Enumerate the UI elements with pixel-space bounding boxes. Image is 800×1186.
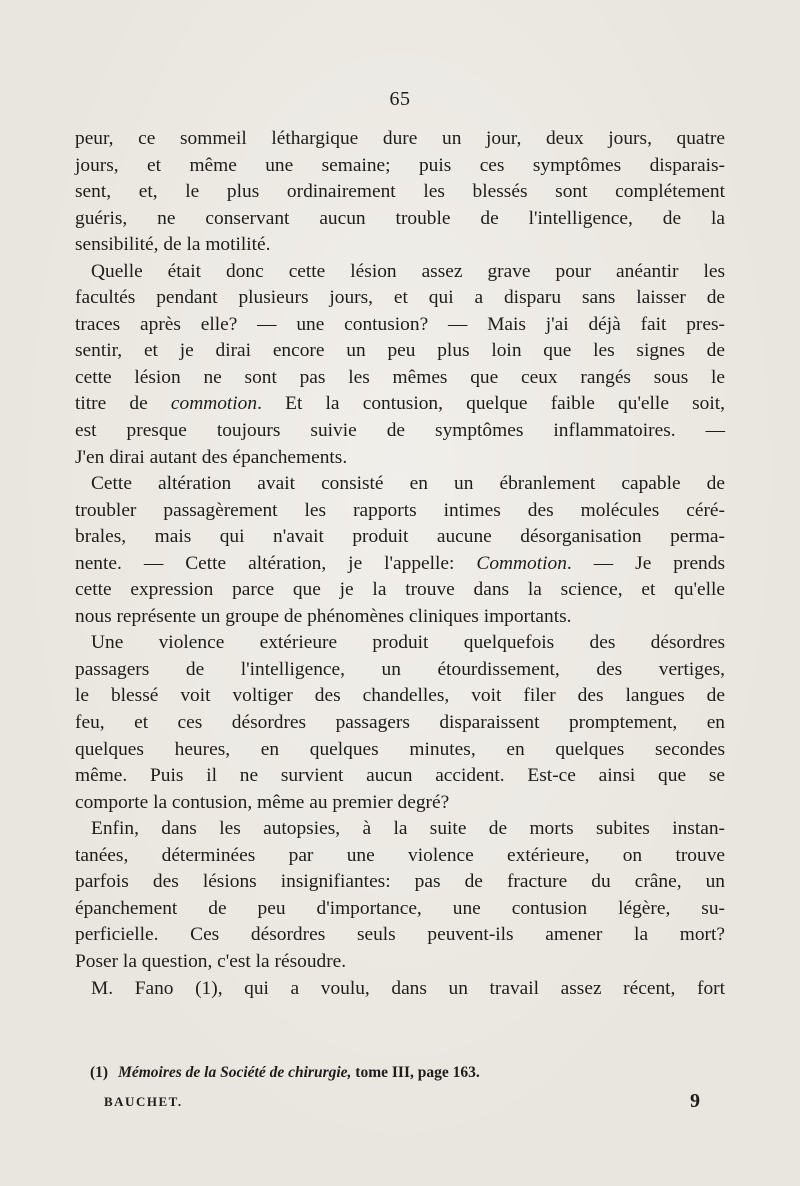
text-line-mixed — [75, 551, 725, 578]
text-line: perficielle. Ces désordres seuls peuvent-ils amener la mort? — [75, 924, 725, 946]
text-segment: . — Je prends — [566, 552, 725, 574]
text-line: comporte la contusion, même au premier degré? — [75, 791, 450, 813]
text-line: cette expression parce que je la trouve dans la science, et qu'elle — [75, 579, 725, 601]
printer-signature: BAUCHET. — [104, 1094, 183, 1109]
footnote-rest: tome III, page 163. — [351, 1064, 480, 1081]
body-text — [75, 126, 725, 1002]
text-segment: titre de — [75, 393, 171, 415]
text-line: Cette altération avait consisté en un ébranlement capable de — [91, 473, 725, 495]
text-line: nous représente un groupe de phénomènes cliniques importants. — [75, 605, 572, 627]
text-line: Quelle était donc cette lésion assez grave pour anéantir les — [91, 260, 725, 282]
text-line: est presque toujours suivie de symptômes inflammatoires. — — [75, 420, 725, 442]
text-line-mixed — [75, 391, 725, 418]
text-line: Enfin, dans les autopsies, à la suite de morts subites instan- — [91, 818, 725, 840]
text-segment: . Et la contusion, quelque faible qu'elle soit, — [257, 393, 725, 415]
text-line: peur, ce sommeil léthargique dure un jour, deux jours, quatre — [75, 128, 725, 149]
text-line: guéris, ne conservant aucun trouble de l'intelligence, de la — [75, 207, 725, 229]
text-line: même. Puis il ne survient aucun accident. Est-ce ainsi que se — [75, 765, 725, 787]
footnote — [90, 1064, 480, 1082]
text-line: quelques heures, en quelques minutes, en quelques secondes — [75, 738, 725, 760]
text-line: troubler passagèrement les rapports intimes des molécules céré- — [75, 499, 725, 521]
text-line: tanées, déterminées par une violence extérieure, on trouve — [75, 844, 725, 866]
text-line: facultés pendant plusieurs jours, et qui a disparu sans laisser de — [75, 287, 725, 309]
text-line: feu, et ces désordres passagers disparaissent promptement, en — [75, 712, 725, 734]
signature-mark: 9 — [690, 1090, 700, 1112]
text-line: J'en dirai autant des épanchements. — [75, 446, 348, 468]
text-line: passagers de l'intelligence, un étourdissement, des vertiges, — [75, 658, 725, 680]
text-segment: nente. — Cette altération, je l'appelle: — [75, 552, 477, 574]
text-line: épanchement de peu d'importance, une contusion légère, su- — [75, 897, 725, 919]
text-line: cette lésion ne sont pas les mêmes que ceux rangés sous le — [75, 366, 725, 388]
text-line: le blessé voit voltiger des chandelles, voit filer des langues de — [75, 685, 725, 707]
text-line: traces après elle? — une contusion? — Mais j'ai déjà fait pres- — [75, 313, 725, 335]
text-line: sent, et, le plus ordinairement les blessés sont complétement — [75, 181, 725, 203]
footnote-title: Mémoires de la Société de chirurgie, — [118, 1064, 352, 1081]
page-number: 65 — [389, 88, 411, 110]
footnote-ref: (1) — [90, 1064, 109, 1081]
text-line: jours, et même une semaine; puis ces symptômes disparais- — [75, 154, 725, 176]
text-line: sensibilité, de la motilité. — [75, 234, 271, 256]
text-line: brales, mais qui n'avait produit aucune désorganisation perma- — [75, 526, 725, 548]
text-line: sentir, et je dirai encore un peu plus loin que les signes de — [75, 340, 725, 362]
italic-term: commotion — [170, 393, 258, 415]
text-line: Poser la question, c'est la résoudre. — [75, 950, 347, 972]
italic-term: Commotion — [476, 552, 567, 574]
text-line: M. Fano (1), qui a voulu, dans un travail assez récent, fort — [91, 977, 725, 999]
text-line: parfois des lésions insignifiantes: pas de fracture du crâne, un — [75, 871, 725, 893]
text-line: Une violence extérieure produit quelquefois des désordres — [91, 632, 725, 654]
